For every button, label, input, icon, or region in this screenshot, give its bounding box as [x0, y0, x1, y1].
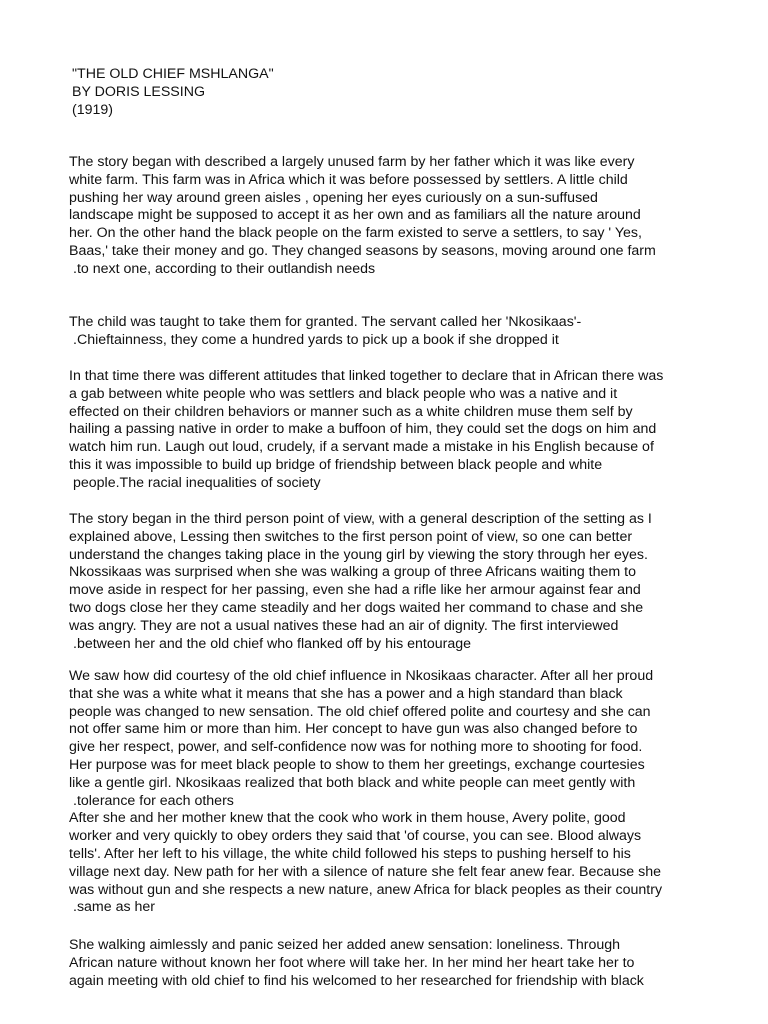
paragraph-line: hailing a passing native in order to make a buffoon of him, they could set the dogs on him and: [69, 421, 657, 438]
paragraph-line: that she was a white what it means that she has a power and a high standard than black: [69, 685, 623, 702]
paragraph-line: African nature without known her foot where will take her. In her mind her heart take her to: [69, 954, 635, 971]
paragraph-3: [69, 368, 759, 493]
paragraph-line: like a gentle girl. Nkosikaas realized that both black and white people can meet gently with: [69, 774, 636, 791]
paragraph-line: again meeting with old chief to find his welcomed to her researched for friendship with black: [69, 972, 644, 989]
paragraph-line: tells'. After her left to his village, the white child followed his steps to pushing herself to his: [69, 845, 631, 862]
paragraph-line: was angry. They are not a usual natives these had an air of dignity. The first interviewed: [69, 617, 619, 634]
paragraph-line: .between her and the old chief who flanked off by his entourage: [73, 635, 472, 652]
paragraph-line: landscape might be supposed to accept it as her own and as familiars all the nature around: [69, 207, 641, 224]
document-header: [72, 66, 274, 119]
paragraph-2: [69, 314, 759, 350]
paragraph-line: a gab between white people who was settlers and black people who was a native and it: [69, 385, 618, 402]
paragraph-line: give her respect, power, and self-confidence now was for nothing more to shooting for food.: [69, 739, 643, 756]
story-author: BY DORIS LESSING: [72, 83, 205, 100]
paragraph-line: The story began in the third person point of view, with a general description of the setting as I: [69, 511, 652, 527]
paragraph-line: this it was impossible to build up bridge of friendship between black people and white: [69, 456, 603, 473]
paragraph-line: .to next one, according to their outlandish needs: [73, 260, 376, 277]
paragraph-5: [69, 668, 759, 917]
paragraph-line: The child was taught to take them for granted. The servant called her 'Nkosikaas'-: [69, 314, 582, 330]
paragraph-1: [69, 154, 759, 279]
story-title: "THE OLD CHIEF MSHLANGA": [72, 66, 274, 82]
paragraph-line: white farm. This farm was in Africa which it was before possessed by settlers. A little child: [69, 171, 628, 188]
paragraph-line: understand the changes taking place in the young girl by viewing the story through her eyes.: [69, 546, 648, 563]
paragraph-line: Baas,' take their money and go. They changed seasons by seasons, moving around one farm: [69, 242, 656, 259]
paragraph-line: worker and very quickly to obey orders they said that 'of course, you can see. Blood always: [69, 828, 642, 845]
paragraph-line: move aside in respect for her passing, even she had a rifle like her armour against fear and: [69, 582, 641, 599]
paragraph-line: .Chieftainness, they come a hundred yards to pick up a book if she dropped it: [73, 331, 559, 348]
paragraph-line: In that time there was different attitudes that linked together to declare that in African there was: [69, 368, 664, 384]
paragraph-line: Nkossikaas was surprised when she was walking a group of three Africans waiting them to: [69, 564, 636, 581]
paragraph-line: She walking aimlessly and panic seized her added anew sensation: loneliness. Through: [69, 937, 621, 953]
paragraph-line: watch him run. Laugh out loud, crudely, if a servant made a mistake in his English because of: [69, 439, 654, 456]
paragraph-line: .same as her: [73, 899, 156, 916]
paragraph-line: two dogs close her they came steadily and her dogs waited her command to chase and she: [69, 599, 644, 616]
story-year: (1919): [72, 101, 114, 118]
paragraph-line: people was changed to new sensation. The old chief offered polite and courtesy and she can: [69, 703, 651, 720]
paragraph-line: her. On the other hand the black people on the farm existed to serve a settlers, to say ' Yes,: [69, 225, 642, 242]
paragraph-line: The story began with described a largely unused farm by her father which it was like every: [69, 154, 635, 170]
paragraph-4: [69, 511, 759, 653]
paragraph-line: explained above, Lessing then switches to the first person point of view, so one can better: [69, 528, 633, 545]
paragraph-line: Her purpose was for meet black people to show to them her greetings, exchange courtesies: [69, 756, 645, 773]
paragraph-6: [69, 937, 759, 990]
paragraph-line: pushing her way around green aisles , opening her eyes curiously on a sun-suffused: [69, 189, 598, 206]
paragraph-line: .tolerance for each others: [73, 792, 234, 809]
paragraph-line: We saw how did courtesy of the old chief influence in Nkosikaas character. After all her proud: [69, 668, 654, 684]
paragraph-line: was without gun and she respects a new nature, anew Africa for black peoples as their country: [69, 881, 663, 898]
paragraph-line: not offer same him or more than him. Her concept to have gun was also changed before to: [69, 721, 638, 738]
paragraph-line: people.The racial inequalities of society: [73, 474, 321, 491]
paragraph-line: effected on their children behaviors or manner such as a white children muse them self by: [69, 403, 633, 420]
paragraph-line: village next day. New path for her with a silence of nature she felt fear anew fear. Because she: [69, 863, 662, 880]
paragraph-line: After she and her mother knew that the cook who work in them house, Avery polite, good: [69, 810, 626, 827]
